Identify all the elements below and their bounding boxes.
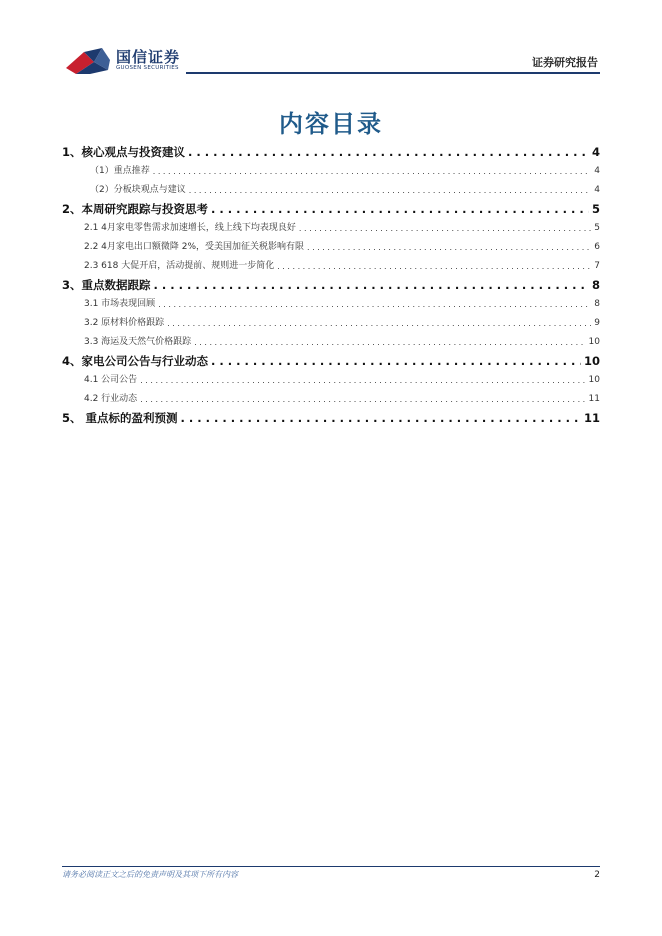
toc-subsection-link[interactable]	[62, 238, 600, 257]
toc-entry-page: 4	[594, 166, 600, 176]
toc-leader-dots	[189, 181, 592, 200]
toc-leader-dots	[158, 295, 591, 314]
toc-section-link[interactable]	[62, 409, 600, 428]
footer-divider	[62, 866, 600, 867]
toc-leader-dots	[277, 257, 591, 276]
toc-entry-page: 7	[594, 261, 600, 271]
toc-entry-title: 1、核心观点与投资建议	[62, 145, 186, 159]
guosen-logo-icon	[64, 46, 112, 76]
toc-entry-title: （1）重点推荐	[90, 166, 150, 176]
toc-entry-title: 3.2 原材料价格跟踪	[84, 318, 165, 328]
toc-entry-page: 8	[594, 299, 600, 309]
toc-entry-page: 10	[583, 354, 600, 368]
toc-subsection-link[interactable]	[62, 257, 600, 276]
toc-section-link[interactable]	[62, 276, 600, 295]
toc-leader-dots	[211, 200, 589, 219]
toc-entry-title: 2.2 4月家电出口额微降 2%，受美国加征关税影响有限	[84, 242, 305, 252]
logo-english-name: GUOSEN SECURITIES	[116, 65, 179, 71]
toc-leader-dots	[181, 409, 581, 428]
toc-leader-dots	[153, 162, 592, 181]
toc-leader-dots	[154, 276, 589, 295]
toc-subsection-link[interactable]	[62, 219, 600, 238]
toc-leader-dots	[211, 352, 581, 371]
toc-entry-title: 2.3 618 大促开启，活动提前、规则进一步简化	[84, 261, 275, 271]
report-type-label: 证券研究报告	[532, 56, 598, 69]
toc-leader-dots	[307, 238, 591, 257]
toc-entry-title: 4.2 行业动态	[84, 394, 138, 404]
page-title: 内容目录	[279, 110, 383, 138]
toc-entry-page: 5	[594, 223, 600, 233]
page-number: 2	[594, 870, 600, 880]
toc-subsection-link[interactable]	[62, 371, 600, 390]
toc-entry-page: 11	[583, 411, 600, 425]
toc-leader-dots	[140, 390, 585, 409]
toc-leader-dots	[167, 314, 591, 333]
toc-subsection-link[interactable]	[62, 181, 600, 200]
toc-subsection-link[interactable]	[62, 314, 600, 333]
toc-entry-title: 4、家电公司公告与行业动态	[62, 354, 209, 368]
toc-leader-dots	[188, 143, 589, 162]
logo-chinese-name: 国信证券	[116, 48, 181, 66]
toc-subsection-link[interactable]	[62, 295, 600, 314]
toc-subsection-link[interactable]	[62, 390, 600, 409]
toc-section-link[interactable]	[62, 352, 600, 371]
toc-leader-dots	[140, 371, 585, 390]
header-divider	[186, 72, 600, 74]
toc-entry-title: 4.1 公司公告	[84, 375, 138, 385]
toc-subsection-link[interactable]	[62, 333, 600, 352]
toc-leader-dots	[194, 333, 585, 352]
toc-entry-page: 4	[594, 185, 600, 195]
toc-entry-title: （2）分板块观点与建议	[90, 185, 186, 195]
toc-entry-title: 2.1 4月家电零售需求加速增长，线上线下均表现良好	[84, 223, 296, 233]
table-of-contents	[62, 143, 600, 428]
toc-entry-page: 10	[588, 337, 600, 347]
guosen-logo	[62, 44, 192, 78]
toc-section-link[interactable]	[62, 200, 600, 219]
toc-subsection-link[interactable]	[62, 162, 600, 181]
toc-entry-title: 3.3 海运及天然气价格跟踪	[84, 337, 192, 347]
toc-entry-page: 6	[594, 242, 600, 252]
toc-entry-page: 9	[594, 318, 600, 328]
footer-disclaimer: 请务必阅读正文之后的免责声明及其项下所有内容	[62, 870, 238, 879]
toc-entry-page: 8	[591, 278, 600, 292]
toc-entry-title: 5、 重点标的盈利预测	[62, 411, 178, 425]
toc-entry-page: 10	[588, 375, 600, 385]
toc-entry-page: 4	[591, 145, 600, 159]
toc-entry-title: 2、本周研究跟踪与投资思考	[62, 202, 209, 216]
toc-entry-title: 3.1 市场表现回顾	[84, 299, 156, 309]
page-header	[62, 44, 600, 78]
toc-section-link[interactable]	[62, 143, 600, 162]
toc-leader-dots	[299, 219, 591, 238]
toc-entry-page: 11	[588, 394, 600, 404]
toc-entry-page: 5	[591, 202, 600, 216]
toc-entry-title: 3、重点数据跟踪	[62, 278, 151, 292]
